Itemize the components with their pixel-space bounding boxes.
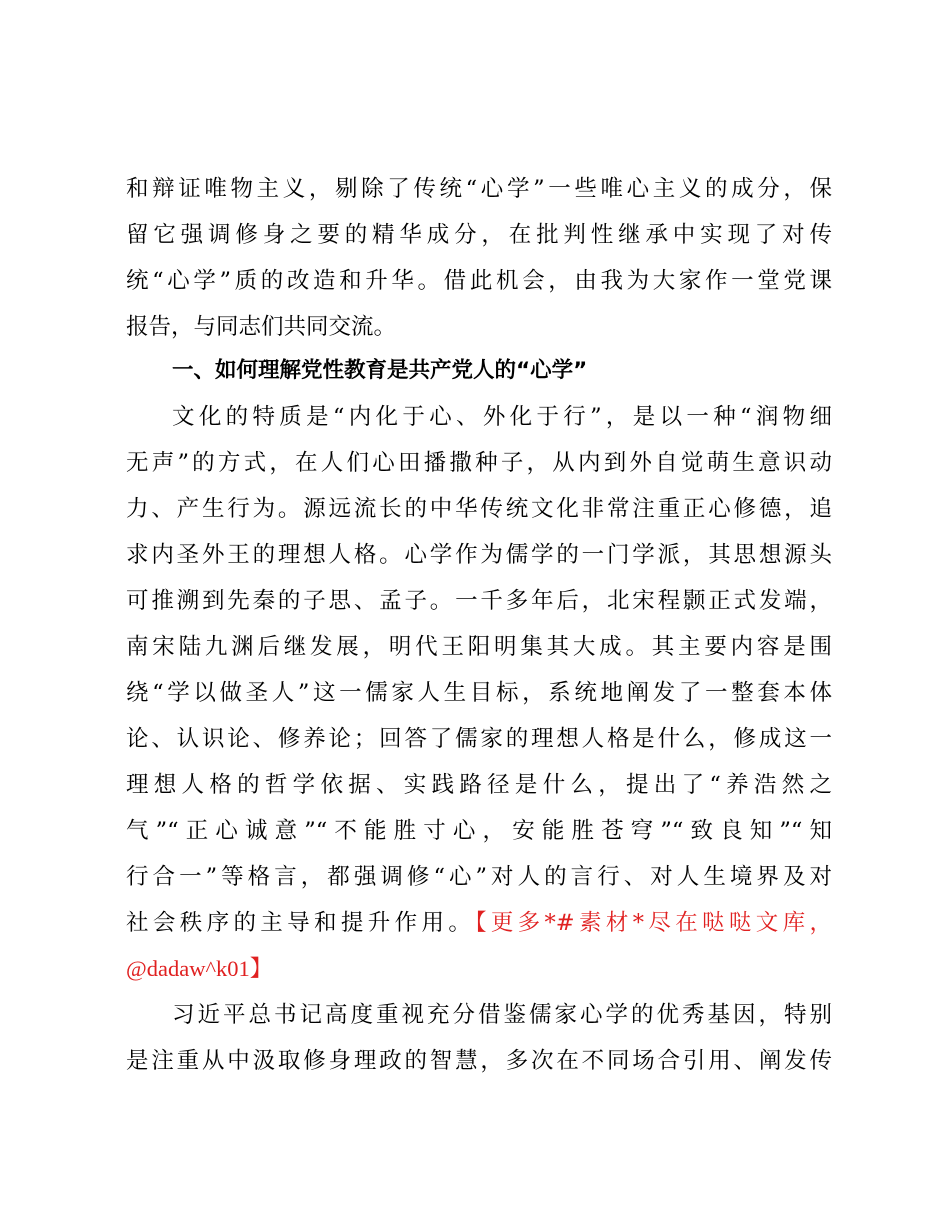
watermark-text: 【更多*#素材*尽在哒哒文库，	[475, 910, 832, 936]
paragraph-line: 南宋陆九渊后继发展，明代王阳明集其大成。其主要内容是围	[126, 634, 832, 660]
paragraph-line: 求内圣外王的理想人格。心学作为儒学的一门学派，其思想源头	[126, 542, 832, 568]
section-heading: 一、如何理解党性教育是共产党人的“心学”	[172, 358, 588, 383]
paragraph-line: 论、认识论、修养论；回答了儒家的理想人格是什么，修成这一	[126, 726, 832, 752]
paragraph-line: 无声”的方式，在人们心田播撒种子，从内到外自觉萌生意识动	[126, 450, 832, 476]
paragraph-line: 绕“学以做圣人”这一儒家人生目标，系统地阐发了一整套本体	[126, 680, 832, 706]
paragraph-line: 和辩证唯物主义，剔除了传统“心学”一些唯心主义的成分，保	[126, 176, 832, 202]
paragraph-line: 理想人格的哲学依据、实践路径是什么，提出了“养浩然之	[126, 772, 832, 798]
paragraph-line: 统“心学”质的改造和升华。借此机会，由我为大家作一堂党课	[126, 268, 832, 294]
paragraph-line: 文化的特质是“内化于心、外化于行”，是以一种“润物细	[172, 404, 832, 430]
paragraph-line: 行合一”等格言，都强调修“心”对人的言行、对人生境界及对	[126, 864, 832, 890]
paragraph-line: 习近平总书记高度重视充分借鉴儒家心学的优秀基因，特别	[172, 1002, 832, 1028]
paragraph-line: 可推溯到先秦的子思、孟子。一千多年后，北宋程颢正式发端，	[126, 588, 832, 614]
paragraph-line: 力、产生行为。源远流长的中华传统文化非常注重正心修德，追	[126, 496, 832, 522]
paragraph-line-with-watermark	[126, 906, 832, 940]
watermark-text: @dadaw^k01】	[126, 956, 273, 981]
paragraph-text: 社会秩序的主导和提升作用。	[126, 910, 476, 936]
paragraph-line: 气”“正心诚意”“不能胜寸心，安能胜苍穹”“致良知”“知	[126, 818, 832, 844]
paragraph-line: 是注重从中汲取修身理政的智慧，多次在不同场合引用、阐发传	[126, 1048, 832, 1074]
paragraph-line: 留它强调修身之要的精华成分，在批判性继承中实现了对传	[126, 222, 832, 248]
paragraph-line: 报告，与同志们共同交流。	[126, 314, 397, 340]
